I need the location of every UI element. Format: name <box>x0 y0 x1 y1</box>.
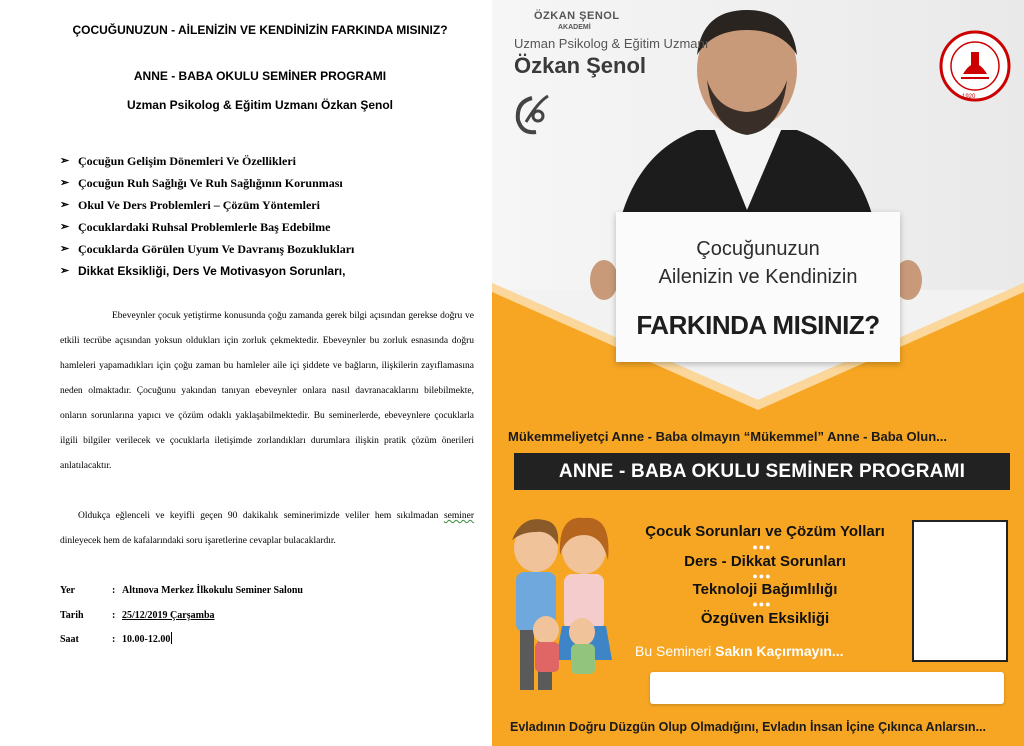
list-item: ➢ Çocuklarda Görülen Uyum Ve Davranış Bozuklukları <box>60 242 355 256</box>
arrow-bullet-icon: ➢ <box>60 221 70 233</box>
speaker-heading: Uzman Psikolog & Eğitim Uzmanı Özkan Şenol <box>126 98 394 112</box>
arrow-bullet-icon: ➢ <box>60 243 70 255</box>
separator-dots: ●●● <box>752 571 772 581</box>
speaker-name: Özkan Şenol <box>514 53 647 78</box>
poster-topic: Teknoloji Bağımlılığı <box>692 581 838 598</box>
intro-paragraph: Ebeveynler çocuk yetiştirme konusunda çoğu zamanda gerek bilgi açısından gerekse doğru ve etkili tecrübe açısından yoksun oldukları için zorluk çekmektedir. Ebeveynler bu zorluk esnasında doğru hamleleri yapamadıkları için çoğu zaman bu hamleler aile içi şiddete ve bağların, ilişkilerin zayıflamasına neden olmaktadır. Çocuğunu yakından tanıyan ebeveynler onlara nasıl davranacaklarını bilebilmekte, onların sorunlarına yapıcı ve çözüm odaklı yaklaşabilmektedir. Bu seminerlerde, ebeveynlere çocuklarla ilgili bilgiler verilecek ve çocuklarla iletişimde zorlandıkları durumlara ilişkin pratik çözüm önerileri anlatılacaktır. <box>60 311 474 471</box>
poster-topic: Çocuk Sorunları ve Çözüm Yolları <box>645 523 885 540</box>
poster-footer: Evladının Doğru Düzgün Olup Olmadığını, Evladın İnsan İçine Çıkınca Anlarsın... <box>510 720 986 734</box>
akademi-logo <box>512 92 632 136</box>
spellcheck-word: seminer <box>443 511 475 521</box>
info-row-time[interactable]: Saat : 10.00-12.00 <box>60 634 171 645</box>
arrow-bullet-icon: ➢ <box>60 265 70 277</box>
headline-sign <box>616 212 900 362</box>
list-item: ➢ Çocuklardaki Ruhsal Problemlerle Baş Edebilme <box>60 220 331 234</box>
list-item: ➢ Dikkat Eksikliği, Ders Ve Motivasyon Sorunları, <box>60 264 346 278</box>
call-to-action: Bu Semineri Sakın Kaçırmayın... <box>635 643 844 659</box>
checklist-box <box>912 520 1008 662</box>
blank-banner <box>650 672 1004 704</box>
arrow-bullet-icon: ➢ <box>60 199 70 211</box>
program-heading: ANNE - BABA OKULU SEMİNER PROGRAMI <box>133 69 387 83</box>
info-row-date: Tarih : 25/12/2019 Çarşamba <box>60 610 215 621</box>
document-page <box>0 0 492 746</box>
sign-line-2: Ailenizin ve Kendinizin <box>658 266 858 288</box>
akademi-logo-icon <box>512 92 552 136</box>
logo-text: ÖZKAN ŞENOL <box>534 10 620 22</box>
info-row-location: Yer : Altınova Merkez İlkokulu Seminer Salonu <box>60 585 303 596</box>
sign-headline: FARKINDA MISINIZ? <box>636 310 880 340</box>
poster-topic: Ders - Dikkat Sorunları <box>684 553 846 570</box>
arrow-bullet-icon: ➢ <box>60 155 70 167</box>
closing-paragraph: Oldukça eğlenceli ve keyifli geçen 90 dakikalık seminerimizde veliler hem sıkılmadan seminer dinleyecek hem de kafalarındaki soru işaretlerine cevaplar bulacaklardır. <box>60 511 475 546</box>
speaker-title: Uzman Psikolog & Eğitim Uzmanı <box>514 36 709 51</box>
topic-list <box>60 153 480 285</box>
program-banner: ANNE - BABA OKULU SEMİNER PROGRAMI <box>514 453 1010 490</box>
text-cursor <box>171 632 172 644</box>
seminar-poster <box>492 0 1024 746</box>
document-title: ÇOCUĞUNUZUN - AİLENİZİN VE KENDİNİZİN FARKINDA MISINIZ? <box>72 23 448 37</box>
logo-subtext: AKADEMİ <box>558 24 591 31</box>
seal-year: 1920 <box>962 94 976 100</box>
poster-topic: Özgüven Eksikliği <box>700 610 830 627</box>
separator-dots: ●●● <box>752 599 772 609</box>
list-item: ➢ Çocuğun Gelişim Dönemleri Ve Özellikleri <box>60 154 296 168</box>
list-item: ➢ Çocuğun Ruh Sağlığı Ve Ruh Sağlığının Korunması <box>60 176 343 190</box>
list-item: ➢ Okul Ve Ders Problemleri – Çözüm Yöntemleri <box>60 198 320 212</box>
separator-dots: ●●● <box>752 542 772 552</box>
slogan: Mükemmeliyetçi Anne - Baba olmayın “Mükemmel” Anne - Baba Olun... <box>508 429 947 444</box>
arrow-bullet-icon: ➢ <box>60 177 70 189</box>
sign-line-1: Çocuğunuzun <box>696 238 820 260</box>
